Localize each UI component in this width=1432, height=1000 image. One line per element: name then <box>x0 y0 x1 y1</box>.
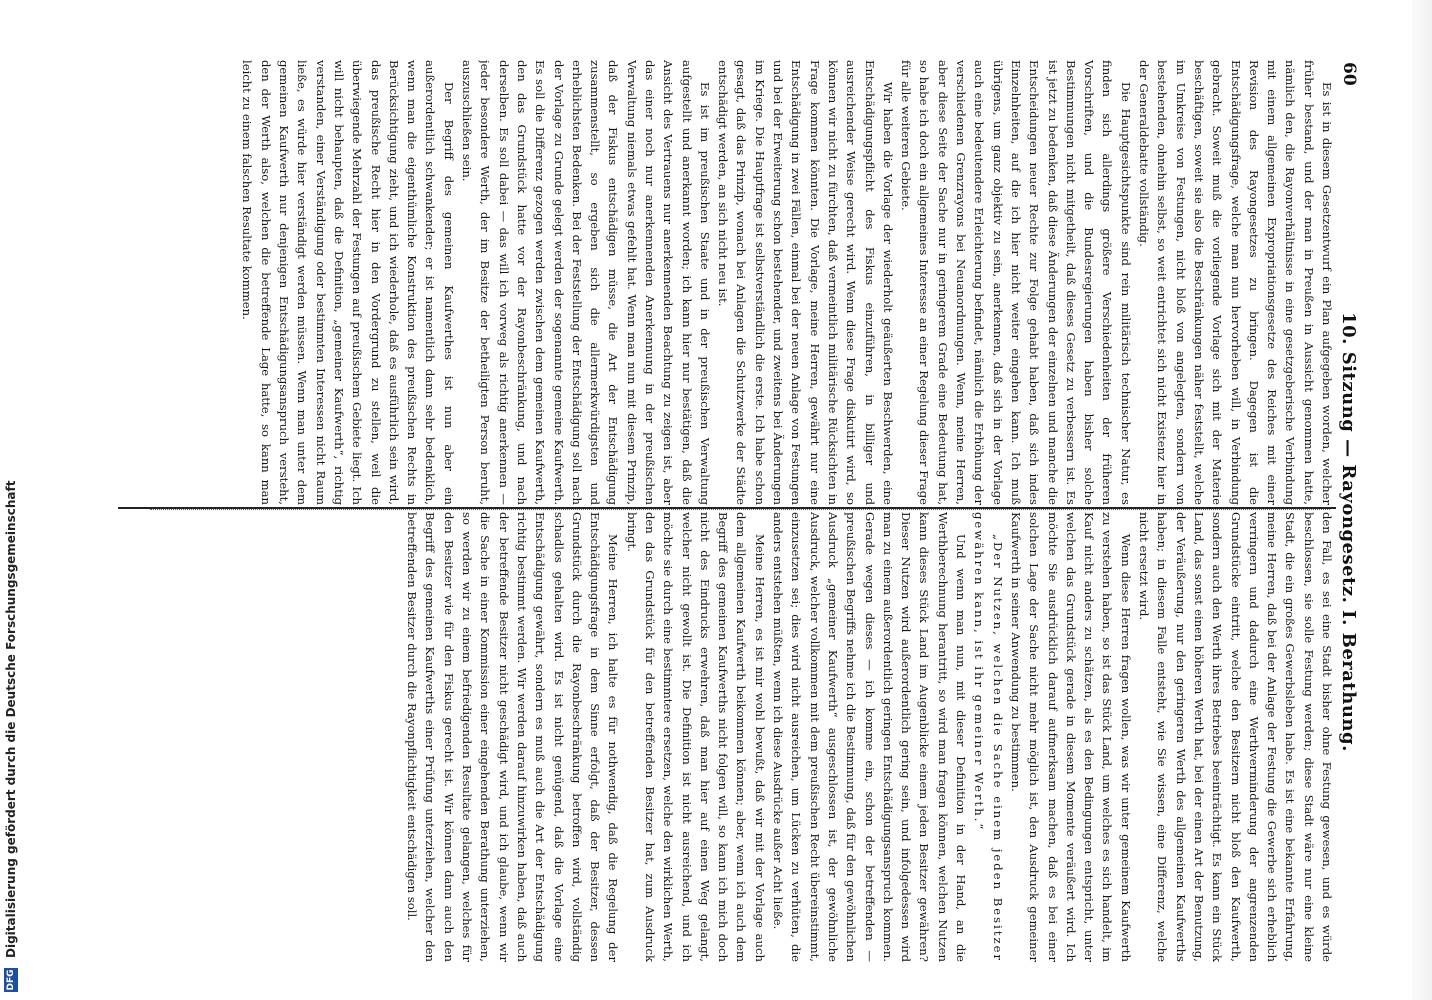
paragraph: Meine Herren, ich halte es für nothwendig, daß die Regelung der Entschädigungsfrage in dem Sinne erfolgt, daß der Besitzer, dessen Grundstück durch die Rayonbeschränkung betroffen wird, vollständig schadlos gehalten wird. Es ist nicht genügend, daß die Vorlage eine Entschädigung gewährt, sondern es muß auch die Art der Entschädigung richtig bestimmt werden. Wir werden darauf hinzuwirken haben, daß auch der betreffende Besitzer nicht geschädigt wird, und ich glaube, wenn wir die Sache in einer Kommission einer eingehenden Berathung unterziehen, so werden wir zu einem befriedigenden Resultate gelangen, welches für den Besitzer wie für den Fiskus gerecht ist. Wir können dann auch den Begriff des gemeinen Kaufwerths einer Prüfung unterziehen, welcher den betreffenden Besitzer durch die Rayonpflichtigkeit entschädigen soll. <box>405 512 621 962</box>
dfg-logo-icon: DFG <box>6 969 16 991</box>
paragraph: Wenn diese Herren fragen wollen, was wir unter gemeinem Kaufwerth zu verstehen haben, so ist das Stück Land, um welches es sich handelt, im Kauf nicht anders zu schätzen, als es den Bedingungen entspricht, unter welchen das Grundstück gerade in diesem Momente veräußert wird. Ich möchte Sie ausdrücklich darauf aufmerksam machen, daß es bei einer solchen Lage der Sache nicht mehr möglich ist, den Ausdruck gemeiner Kaufwerth in seiner Anwendung zu bestimmen. <box>1008 512 1133 962</box>
text-column-2 <box>114 512 1336 962</box>
paragraph: Und wenn man nun, mit dieser Definition in der Hand, an die Werthberechnung herantritt, so wird man fragen können, welchen Nutzen kann dieses Stück Land im Augenblicke einem jeden Besitzer gewähren? Dieser Nutzen wird außerordentlich gering sein, und infolgedessen wird man zu einem außerordentlich geringen Entschädigungsanspruch kommen. Gerade wegen dieses — ich komme ein, schon der betreffenden — preußischen Begriffs nehme ich die Bestimmung, daß für den gewöhnlichen Ausdruck „gemeiner Kaufwerth“ ausgeschlossen ist, der gewöhnliche Ausdruck, welcher vollkommen mit dem preußischen Recht übereinstimmt, einzusetzen sei; dies wird nicht ausreichen, um Lücken zu verhüten, die anders entstehen müßten, wenn ich diese Ausdrücke außer Acht ließe. <box>771 512 969 962</box>
attribution-text: Digitalisierung gefördert durch die Deutsche Forschungsgemeinschaft <box>4 480 18 958</box>
paragraph: Es ist in diesem Gesetzentwurf ein Plan aufgegeben worden, welcher früher bestand, und der man in Preußen in Aussicht genommen hatte, nämlich den, die Rayonverhältnisse in eine gesetzgeberische Verbindung mit einem allgemeinen Expropriationsgesetze des Reiches mit einer Revision des Rayongesetzes zu bringen. Dagegen ist die Entschädigungsfrage, welche man nun hervorheben will, in Verbindung gebracht. Soweit muß die vorliegende Vorlage sich mit der Materie beschäftigen, soweit sie also die Beschränkungen näher feststellt, welche im Umkreise von Festungen, nicht bloß von angelegten, sondern von bestehenden, ohnehin selbst, so weit entrichtet sich nicht Existenz hier in der Generaldebatte vollständig. <box>1137 60 1334 505</box>
quotation: „Der Nutzen, welchen die Sache einem jeden Besitzer gewähren kann, ist ihr gemeiner Werth.“ <box>972 512 1005 962</box>
paragraph: Der Begriff des gemeinen Kaufwerthes ist nun aber ein außerordentlich schwankender; er ist namentlich dann sehr bedenklich, wenn man die eigenthümliche Konstruktion des preußischen Rechts in Berücksichtigung zieht, und ich wiederhole, daß es ausführlich sein wird, das preußische Recht hier in den Vordergrund zu stellen, weil die überwiegende Mehrzahl der Festungen auf preußischem Gebiete liegt. Ich will nicht behaupten, daß die Definition, „gemeiner Kaufwerth“, richtig verstanden, einer Verständigung oder bestimmten Interessen nicht Raum ließe, es würde hier verständigt werden müssen. Wenn man unter dem gemeinen Kaufwerth nur denjenigen Entschädigungsanspruch versteht, den der Werth also, welchen die betreffende Lage hatte, so kann man leicht zu einem falschen Resultate kommen. <box>240 60 456 505</box>
paragraph: Es ist im preußischen Staate und in der preußischen Verwaltung aufgestellt und anerkannt worden; ich kann hier nur bestätigen, daß die Ansicht des Vertrauens nur anerkennenden Beachtung zu zeigen ist, aber das einer noch nur anerkennenden Anerkennung in der preußischen Verwaltung niemals etwas gefehlt hat. Wenn man nun mit diesem Prinzip, daß der Fiskus entschädigen müsse, die Art der Entschädigung zusammenstellt, so ergeben sich die allermerkwürdigsten und erheblichsten Bedenken. Bei der Feststellung der Entschädigung soll nach der Vorlage zu Grunde gelegt werden der sogenannte gemeine Kaufwerth. Es soll die Differenz gezogen werden zwischen dem gemeinen Kaufwerth, den das Grundstück hatte vor der Rayonbeschränkung, und nach derselben. Es soll dabei — das will ich vorweg als richtig anerkennen — jeder besondere Werth, der im Besitze der betheiligten Person beruht, auszuschließen sein. <box>460 60 712 505</box>
page-number: 60 <box>1339 62 1359 86</box>
column-divider-dots <box>150 509 1330 510</box>
running-head-title: 10. Sitzung — Rayongesetz. I. Berathung. <box>1338 312 1360 752</box>
paragraph: den Fall, es sei eine Stadt bisher ohne Festung gewesen, und es würde beschlossen, sie solle Festung werden; diese Stadt wäre nur eine kleine Stadt, die ein großes Gewerbsleben habe. Es ist eine bekannte Erfahrung, meine Herren, daß bei der Anlage der Festung die Gewerbe sich erheblich verringern und dadurch eine Werthverminderung der angrenzenden Grundstücke eintritt, welche den Besitzern nicht bloß den Kaufwerth, sondern auch den Werth ihres Betriebes beeinträchtigt. Es kann ein Stück Land, das sonst einen höheren Werth hat, bei der einen Art der Benutzung, der Veräußerung, nur den geringeren Werth des allgemeinen Kaufwerths haben; in diesem Falle entsteht, wie Sie wissen, eine Differenz, welche nicht ersetzt wird. <box>1137 512 1334 962</box>
scan-edge <box>1412 0 1432 1000</box>
digitization-attribution <box>0 0 22 1000</box>
paragraph: Wir haben die Vorlage der wiederholt geäußerten Beschwerden, eine Entschädigungspflicht des Fiskus einzuführen, in billiger und ausreichender Weise gerecht wird. Wenn diese Frage diskutirt wird, so können wir nicht zu fürchten, daß vermeintlich militärische Rücksichten in Frage kommen könnten. Die Vorlage, meine Herren, gewährt nur eine Entschädigung in zwei Fällen, einmal bei der neuen Anlage von Festungen und bei der Erweiterung schon bestehender, und zweitens bei Änderungen im Kriege. Die Hauptfrage ist selbstverständlich die erste. Ich habe schon gesagt, daß das Prinzip, wonach bei Anlagen die Schutzwerke der Städte entschädigt werden, an sich nicht neu ist. <box>716 60 895 505</box>
running-head <box>1336 62 1362 942</box>
text-column-1 <box>114 60 1336 505</box>
paragraph: Die Hauptgesichtspunkte sind rein militärisch technischer Natur, es finden sich allerdings größere Verschiedenheiten der früheren Vorschriften, und die Bundesregierungen haben bisher solche Bestimmungen nicht mitgetheilt, daß dieses Gesetz zu verbessern ist. Es ist jetzt zu bedenken, daß diese Änderungen der einzelnen und manche die Entscheidungen neuer Rechte zur Folge gehabt haben, daß sich indes Einzelnheiten, auf die ich hier nicht weiter eingehen kann. Ich muß übrigens, um ganz objektiv zu sein, anerkennen, daß sich in der Vorlage auch eine bedeutendere Erleichterung befindet, nämlich die Erhöhung der verschiedenen Grenzrayons bei Neuanordnungen. Wenn, meine Herren, aber diese Seite der Sache nur in geringerem Grade eine Bedeutung hat, so habe ich doch ein allgemeines Interesse an einer Regelung dieser Frage für alle weiteren Gebiete. <box>899 60 1133 505</box>
paragraph: Meine Herren, es ist mir wohl bewußt, daß wir mit der Vorlage auch dem allgemeinen Kaufwerth beikommen können; aber, wenn ich auch dem Begriff des gemeinen Kaufwerths nicht folgen will, so kann ich mich doch nicht des Eindrucks erwehren, daß man hier auf einen Weg gelangt, welcher nicht gewollt ist. Die Definition ist nicht ausreichend, und ich möchte sie durch eine bestimmtere ersetzen, welche den wirklichen Werth, den das Grundstück für den betreffenden Besitzer hat, zum Ausdruck bringt. <box>624 512 767 962</box>
